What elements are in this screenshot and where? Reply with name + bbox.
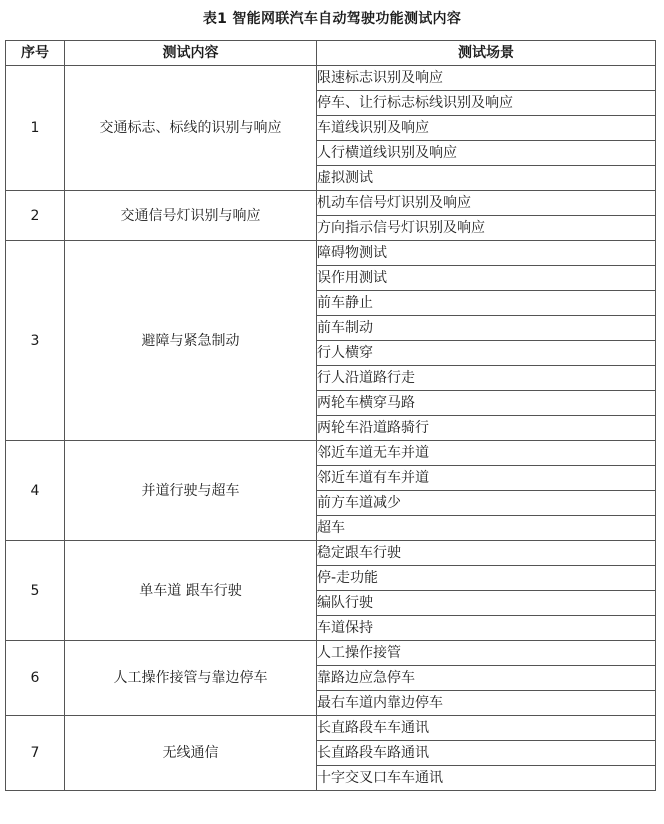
row-index: 7: [6, 716, 65, 791]
test-content-table: [5, 40, 656, 791]
table-body: [6, 66, 656, 791]
test-scene-cell: 限速标志识别及响应: [317, 66, 656, 91]
test-scene-cell: 误作用测试: [317, 266, 656, 291]
test-scene-cell: 两轮车横穿马路: [317, 391, 656, 416]
row-index: 6: [6, 641, 65, 716]
table-row: [6, 441, 656, 466]
test-scene-cell: 前方车道减少: [317, 491, 656, 516]
table-row: [6, 241, 656, 266]
test-scene-cell: 靠路边应急停车: [317, 666, 656, 691]
table-caption: 表1 智能网联汽车自动驾驶功能测试内容: [202, 11, 462, 27]
test-scene-cell: 长直路段车路通讯: [317, 741, 656, 766]
test-scene-cell: 车道线识别及响应: [317, 116, 656, 141]
header-row: [6, 41, 656, 66]
test-scene-cell: 机动车信号灯识别及响应: [317, 191, 656, 216]
header-index: 序号: [6, 41, 65, 66]
test-scene-cell: 障碍物测试: [317, 241, 656, 266]
test-scene-cell: 方向指示信号灯识别及响应: [317, 216, 656, 241]
test-content-cell: 单车道 跟车行驶: [65, 541, 317, 641]
test-scene-cell: 人工操作接管: [317, 641, 656, 666]
row-index: 4: [6, 441, 65, 541]
test-scene-cell: 稳定跟车行驶: [317, 541, 656, 566]
table-row: [6, 191, 656, 216]
header-content: 测试内容: [65, 41, 317, 66]
test-content-cell: 并道行驶与超车: [65, 441, 317, 541]
test-scene-cell: 行人横穿: [317, 341, 656, 366]
test-scene-cell: 前车静止: [317, 291, 656, 316]
test-content-cell: 无线通信: [65, 716, 317, 791]
test-content-cell: 避障与紧急制动: [65, 241, 317, 441]
test-scene-cell: 最右车道内靠边停车: [317, 691, 656, 716]
table-row: [6, 541, 656, 566]
test-scene-cell: 邻近车道有车并道: [317, 466, 656, 491]
test-content-cell: 人工操作接管与靠边停车: [65, 641, 317, 716]
test-content-cell: 交通信号灯识别与响应: [65, 191, 317, 241]
test-content-cell: 交通标志、标线的识别与响应: [65, 66, 317, 191]
test-scene-cell: 邻近车道无车并道: [317, 441, 656, 466]
test-scene-cell: 前车制动: [317, 316, 656, 341]
table-row: [6, 66, 656, 91]
test-scene-cell: 十字交叉口车车通讯: [317, 766, 656, 791]
test-scene-cell: 停车、让行标志标线识别及响应: [317, 91, 656, 116]
test-scene-cell: 长直路段车车通讯: [317, 716, 656, 741]
header-scene: 测试场景: [317, 41, 656, 66]
test-scene-cell: 行人沿道路行走: [317, 366, 656, 391]
row-index: 2: [6, 191, 65, 241]
row-index: 3: [6, 241, 65, 441]
test-scene-cell: 人行横道线识别及响应: [317, 141, 656, 166]
test-scene-cell: 编队行驶: [317, 591, 656, 616]
table-row: [6, 716, 656, 741]
test-scene-cell: 两轮车沿道路骑行: [317, 416, 656, 441]
row-index: 5: [6, 541, 65, 641]
test-scene-cell: 车道保持: [317, 616, 656, 641]
test-scene-cell: 超车: [317, 516, 656, 541]
row-index: 1: [6, 66, 65, 191]
test-scene-cell: 虚拟测试: [317, 166, 656, 191]
test-scene-cell: 停-走功能: [317, 566, 656, 591]
table-row: [6, 641, 656, 666]
